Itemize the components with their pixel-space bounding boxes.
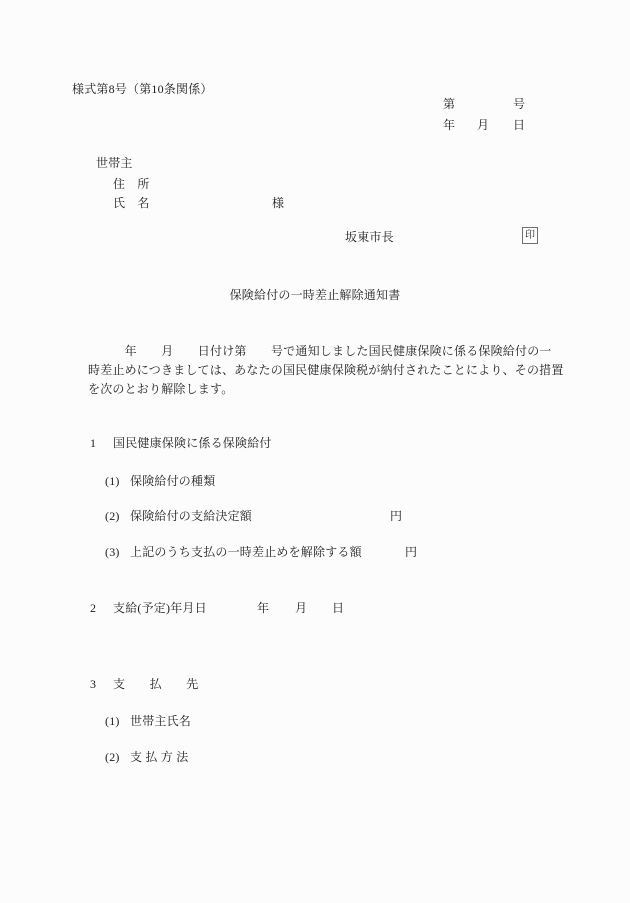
section-1-item-3-marker: (3) (105, 545, 120, 559)
section-3-number: 3 (90, 677, 97, 691)
date-day-label: 日 (513, 118, 526, 132)
mayor-name: 坂東市長 (345, 230, 394, 244)
date-month-label: 月 (477, 118, 490, 132)
doc-number-suffix: 号 (513, 97, 526, 111)
honorific-label: 様 (272, 196, 285, 210)
date-year-label: 年 (443, 118, 456, 132)
form-number: 様式第8号（第10条関係） (72, 82, 213, 96)
body-line-3: を次のとおり解除します。 (88, 382, 234, 396)
section-1-item-2-unit: 円 (390, 509, 403, 523)
doc-number-prefix: 第 (443, 97, 456, 111)
section-3-item-2-marker: (2) (105, 750, 120, 764)
section-1-item-3-label: 上記のうち支払の一時差止めを解除する額 (130, 545, 362, 559)
household-head-label: 世帯主 (96, 156, 133, 170)
seal-character: 印 (525, 229, 535, 241)
section-1-item-1-marker: (1) (105, 474, 120, 488)
section-1-number: 1 (90, 436, 97, 450)
body-line-2: 時差止めにつきましては、あなたの国民健康保険税が納付されたことにより、その措置 (88, 363, 564, 377)
section-2-number: 2 (90, 601, 97, 615)
section-1-item-1-label: 保険給付の種類 (130, 474, 216, 488)
address-label: 住 所 (113, 177, 150, 191)
section-2-label: 支給(予定)年月日 (113, 601, 207, 615)
section-1-item-3-unit: 円 (405, 545, 418, 559)
name-label: 氏 名 (113, 196, 150, 210)
section-3-label: 支 払 先 (113, 677, 199, 691)
section-3-item-1-label: 世帯主氏名 (130, 714, 192, 728)
document-title: 保険給付の一時差止解除通知書 (229, 288, 401, 302)
section-1-label: 国民健康保険に係る保険給付 (113, 436, 272, 450)
section-3-item-2-label: 支 払 方 法 (130, 750, 189, 764)
section-1-item-2-marker: (2) (105, 509, 120, 523)
section-2-year-label: 年 (257, 601, 270, 615)
section-2-month-label: 月 (295, 601, 308, 615)
section-3-item-1-marker: (1) (105, 714, 120, 728)
body-line-1: 年 月 日付け第 号で通知しました国民健康保険に係る保険給付の一 (88, 344, 552, 358)
seal-mark (522, 227, 538, 244)
section-2-day-label: 日 (332, 601, 345, 615)
section-1-item-2-label: 保険給付の支給決定額 (130, 509, 253, 523)
